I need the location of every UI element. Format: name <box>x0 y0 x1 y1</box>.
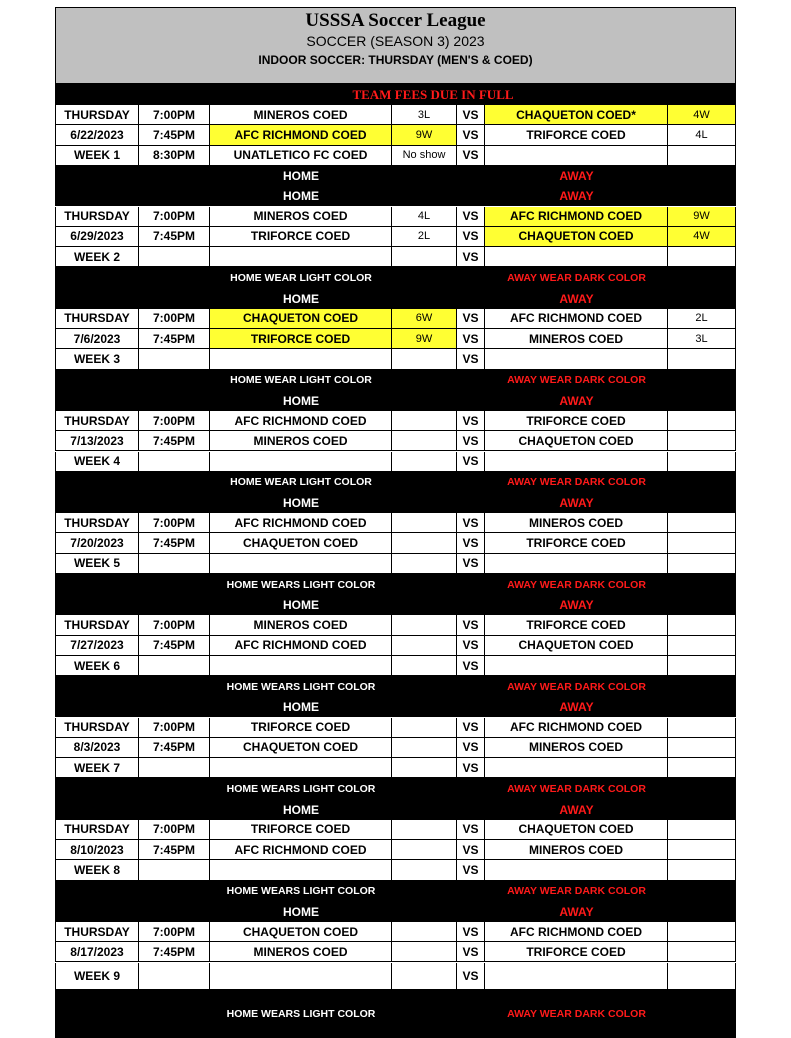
home-score-cell <box>392 615 457 635</box>
home-score-cell: 3L <box>392 105 457 125</box>
home-label: HOME <box>283 169 319 184</box>
home-team-cell <box>210 758 392 778</box>
uniform-color-band <box>55 370 736 391</box>
day-date-week-cell: 7/27/2023 <box>55 636 139 656</box>
home-team-cell: MINEROS COED <box>210 105 392 125</box>
home-score-cell <box>392 738 457 758</box>
vs-cell: VS <box>457 227 485 247</box>
home-score-cell <box>392 349 457 369</box>
home-team-cell: AFC RICHMOND COED <box>210 636 392 656</box>
home-score-cell <box>392 840 457 860</box>
away-label: AWAY <box>559 189 594 204</box>
table-row <box>55 615 736 635</box>
day-date-week-cell: WEEK 9 <box>55 963 139 990</box>
home-label: HOME <box>283 495 319 510</box>
game-time-cell <box>139 452 210 472</box>
uniform-color-band <box>55 676 736 697</box>
home-team-cell: AFC RICHMOND COED <box>210 513 392 533</box>
home-away-band <box>55 493 736 513</box>
away-score-cell <box>668 146 736 166</box>
table-row <box>55 840 736 860</box>
away-team-cell: CHAQUETON COED <box>485 431 668 451</box>
away-team-cell: TRIFORCE COED <box>485 125 668 145</box>
away-team-cell: MINEROS COED <box>485 738 668 758</box>
home-wear-note: HOME WEARS LIGHT COLOR <box>226 885 376 898</box>
away-team-cell <box>485 860 668 880</box>
away-score-cell <box>668 615 736 635</box>
day-date-week-cell: WEEK 2 <box>55 247 139 267</box>
home-score-cell <box>392 554 457 574</box>
division-title: INDOOR SOCCER: THURSDAY (MEN'S & COED) <box>258 53 533 67</box>
home-away-band <box>55 288 736 308</box>
game-time-cell <box>139 963 210 990</box>
home-score-cell <box>392 942 457 962</box>
home-team-cell: TRIFORCE COED <box>210 718 392 738</box>
day-date-week-cell: 8/10/2023 <box>55 840 139 860</box>
day-date-week-cell: 7/6/2023 <box>55 329 139 349</box>
day-date-week-cell: WEEK 8 <box>55 860 139 880</box>
vs-cell: VS <box>457 207 485 227</box>
home-team-cell: AFC RICHMOND COED <box>210 840 392 860</box>
home-score-cell <box>392 247 457 267</box>
table-row <box>55 513 736 533</box>
away-score-cell <box>668 820 736 840</box>
home-away-band <box>55 166 736 186</box>
home-wear-note: HOME WEARS LIGHT COLOR <box>226 1007 376 1020</box>
away-score-cell: 9W <box>668 207 736 227</box>
away-team-cell: MINEROS COED <box>485 840 668 860</box>
day-date-week-cell: WEEK 3 <box>55 349 139 369</box>
game-time-cell: 7:00PM <box>139 309 210 329</box>
away-score-cell <box>668 431 736 451</box>
table-row <box>55 963 736 990</box>
home-score-cell <box>392 656 457 676</box>
game-time-cell: 7:45PM <box>139 431 210 451</box>
game-time-cell: 7:00PM <box>139 513 210 533</box>
day-date-week-cell: THURSDAY <box>55 718 139 738</box>
game-time-cell <box>139 758 210 778</box>
home-team-cell: AFC RICHMOND COED <box>210 125 392 145</box>
uniform-color-band <box>55 778 736 799</box>
day-date-week-cell: THURSDAY <box>55 105 139 125</box>
game-time-cell: 7:45PM <box>139 942 210 962</box>
away-wear-note: AWAY WEAR DARK COLOR <box>507 578 646 591</box>
home-team-cell <box>210 656 392 676</box>
away-score-cell: 4L <box>668 125 736 145</box>
home-score-cell: 2L <box>392 227 457 247</box>
away-score-cell <box>668 860 736 880</box>
away-score-cell <box>668 718 736 738</box>
table-row <box>55 105 736 125</box>
vs-cell: VS <box>457 758 485 778</box>
game-time-cell: 7:00PM <box>139 718 210 738</box>
home-away-band <box>55 697 736 717</box>
game-time-cell <box>139 554 210 574</box>
home-score-cell: 9W <box>392 329 457 349</box>
away-score-cell <box>668 533 736 553</box>
vs-cell: VS <box>457 146 485 166</box>
away-label: AWAY <box>559 598 594 613</box>
away-label: AWAY <box>559 169 594 184</box>
day-date-week-cell: THURSDAY <box>55 922 139 942</box>
home-score-cell <box>392 513 457 533</box>
away-wear-note: AWAY WEAR DARK COLOR <box>507 885 646 898</box>
vs-cell: VS <box>457 411 485 431</box>
table-row <box>55 309 736 329</box>
away-team-cell <box>485 146 668 166</box>
day-date-week-cell: WEEK 1 <box>55 146 139 166</box>
schedule-sheet <box>55 7 736 1038</box>
game-time-cell: 7:45PM <box>139 533 210 553</box>
home-score-cell <box>392 820 457 840</box>
away-team-cell <box>485 554 668 574</box>
day-date-week-cell: 6/22/2023 <box>55 125 139 145</box>
away-team-cell: TRIFORCE COED <box>485 533 668 553</box>
home-score-cell <box>392 758 457 778</box>
game-time-cell <box>139 349 210 369</box>
schedule-table <box>55 84 736 1038</box>
away-team-cell: AFC RICHMOND COED <box>485 207 668 227</box>
away-team-cell: AFC RICHMOND COED <box>485 922 668 942</box>
away-team-cell: CHAQUETON COED* <box>485 105 668 125</box>
home-label: HOME <box>283 393 319 408</box>
away-score-cell <box>668 656 736 676</box>
table-row <box>55 247 736 267</box>
table-row <box>55 452 736 472</box>
home-team-cell: UNATLETICO FC COED <box>210 146 392 166</box>
table-row <box>55 125 736 145</box>
day-date-week-cell: 6/29/2023 <box>55 227 139 247</box>
away-score-cell <box>668 452 736 472</box>
home-score-cell <box>392 860 457 880</box>
away-wear-note: AWAY WEAR DARK COLOR <box>507 271 646 284</box>
vs-cell: VS <box>457 431 485 451</box>
home-team-cell: TRIFORCE COED <box>210 329 392 349</box>
table-row <box>55 207 736 227</box>
table-row <box>55 349 736 369</box>
away-team-cell <box>485 758 668 778</box>
home-score-cell <box>392 533 457 553</box>
vs-cell: VS <box>457 329 485 349</box>
game-time-cell: 7:00PM <box>139 820 210 840</box>
table-row <box>55 146 736 166</box>
game-time-cell: 7:45PM <box>139 125 210 145</box>
uniform-color-band <box>55 990 736 1038</box>
away-score-cell <box>668 963 736 990</box>
away-team-cell <box>485 452 668 472</box>
vs-cell: VS <box>457 840 485 860</box>
table-row <box>55 411 736 431</box>
away-team-cell: AFC RICHMOND COED <box>485 309 668 329</box>
home-away-band <box>55 799 736 819</box>
day-date-week-cell: WEEK 4 <box>55 452 139 472</box>
away-score-cell <box>668 349 736 369</box>
vs-cell: VS <box>457 349 485 369</box>
home-label: HOME <box>283 802 319 817</box>
away-wear-note: AWAY WEAR DARK COLOR <box>507 374 646 387</box>
away-team-cell <box>485 349 668 369</box>
day-date-week-cell: WEEK 6 <box>55 656 139 676</box>
table-row <box>55 431 736 451</box>
home-label: HOME <box>283 598 319 613</box>
home-team-cell <box>210 554 392 574</box>
game-time-cell <box>139 656 210 676</box>
away-score-cell <box>668 758 736 778</box>
day-date-week-cell: THURSDAY <box>55 309 139 329</box>
away-team-cell <box>485 656 668 676</box>
home-away-band <box>55 391 736 411</box>
vs-cell: VS <box>457 533 485 553</box>
away-team-cell: CHAQUETON COED <box>485 820 668 840</box>
home-away-band <box>55 595 736 615</box>
home-team-cell <box>210 349 392 369</box>
home-team-cell: MINEROS COED <box>210 207 392 227</box>
away-score-cell <box>668 411 736 431</box>
away-wear-note: AWAY WEAR DARK COLOR <box>507 1007 646 1020</box>
day-date-week-cell: WEEK 5 <box>55 554 139 574</box>
uniform-color-band <box>55 574 736 595</box>
home-team-cell: CHAQUETON COED <box>210 309 392 329</box>
home-team-cell: CHAQUETON COED <box>210 533 392 553</box>
game-time-cell <box>139 247 210 267</box>
away-label: AWAY <box>559 700 594 715</box>
vs-cell: VS <box>457 247 485 267</box>
home-score-cell: No show <box>392 146 457 166</box>
away-label: AWAY <box>559 904 594 919</box>
home-score-cell: 9W <box>392 125 457 145</box>
away-score-cell: 3L <box>668 329 736 349</box>
away-score-cell <box>668 513 736 533</box>
day-date-week-cell: THURSDAY <box>55 820 139 840</box>
table-row <box>55 329 736 349</box>
table-row <box>55 738 736 758</box>
home-team-cell: CHAQUETON COED <box>210 738 392 758</box>
fees-banner <box>55 84 736 105</box>
home-team-cell <box>210 963 392 990</box>
home-label: HOME <box>283 291 319 306</box>
away-team-cell: TRIFORCE COED <box>485 615 668 635</box>
away-score-cell <box>668 922 736 942</box>
away-team-cell: TRIFORCE COED <box>485 411 668 431</box>
game-time-cell: 7:00PM <box>139 615 210 635</box>
table-row <box>55 922 736 942</box>
vs-cell: VS <box>457 636 485 656</box>
away-team-cell: MINEROS COED <box>485 329 668 349</box>
away-wear-note: AWAY WEAR DARK COLOR <box>507 782 646 795</box>
day-date-week-cell: THURSDAY <box>55 411 139 431</box>
home-score-cell <box>392 431 457 451</box>
uniform-color-band <box>55 267 736 288</box>
home-team-cell <box>210 860 392 880</box>
home-wear-note: HOME WEARS LIGHT COLOR <box>226 782 376 795</box>
vs-cell: VS <box>457 718 485 738</box>
away-team-cell: CHAQUETON COED <box>485 636 668 656</box>
table-row <box>55 636 736 656</box>
vs-cell: VS <box>457 820 485 840</box>
vs-cell: VS <box>457 309 485 329</box>
team-fees-notice: TEAM FEES DUE IN FULL <box>352 86 514 102</box>
season-subtitle: SOCCER (SEASON 3) 2023 <box>306 33 485 49</box>
vs-cell: VS <box>457 963 485 990</box>
schedule-header <box>55 7 736 84</box>
home-team-cell: MINEROS COED <box>210 615 392 635</box>
home-label: HOME <box>283 904 319 919</box>
home-label: HOME <box>283 700 319 715</box>
vs-cell: VS <box>457 942 485 962</box>
home-team-cell <box>210 247 392 267</box>
home-wear-note: HOME WEAR LIGHT COLOR <box>230 271 372 284</box>
home-score-cell <box>392 718 457 738</box>
vs-cell: VS <box>457 105 485 125</box>
home-wear-note: HOME WEARS LIGHT COLOR <box>226 578 376 591</box>
home-score-cell <box>392 636 457 656</box>
away-score-cell <box>668 942 736 962</box>
away-team-cell: MINEROS COED <box>485 513 668 533</box>
home-team-cell <box>210 452 392 472</box>
table-row <box>55 554 736 574</box>
day-date-week-cell: 8/17/2023 <box>55 942 139 962</box>
home-away-band <box>55 902 736 922</box>
game-time-cell: 7:00PM <box>139 207 210 227</box>
home-score-cell: 6W <box>392 309 457 329</box>
home-team-cell: CHAQUETON COED <box>210 922 392 942</box>
home-score-cell <box>392 452 457 472</box>
home-team-cell: TRIFORCE COED <box>210 820 392 840</box>
vs-cell: VS <box>457 738 485 758</box>
home-team-cell: MINEROS COED <box>210 942 392 962</box>
away-score-cell <box>668 636 736 656</box>
vs-cell: VS <box>457 860 485 880</box>
table-row <box>55 656 736 676</box>
game-time-cell: 7:45PM <box>139 329 210 349</box>
game-time-cell: 7:00PM <box>139 922 210 942</box>
away-score-cell: 4W <box>668 105 736 125</box>
game-time-cell: 7:00PM <box>139 411 210 431</box>
away-team-cell: TRIFORCE COED <box>485 942 668 962</box>
away-score-cell: 4W <box>668 227 736 247</box>
away-score-cell <box>668 738 736 758</box>
home-score-cell <box>392 922 457 942</box>
home-score-cell <box>392 411 457 431</box>
away-score-cell: 2L <box>668 309 736 329</box>
home-away-band <box>55 186 736 206</box>
home-team-cell: MINEROS COED <box>210 431 392 451</box>
away-label: AWAY <box>559 291 594 306</box>
home-wear-note: HOME WEAR LIGHT COLOR <box>230 374 372 387</box>
league-title: USSSA Soccer League <box>305 10 486 31</box>
vs-cell: VS <box>457 554 485 574</box>
game-time-cell <box>139 860 210 880</box>
away-label: AWAY <box>559 495 594 510</box>
away-team-cell <box>485 247 668 267</box>
away-score-cell <box>668 840 736 860</box>
vs-cell: VS <box>457 615 485 635</box>
vs-cell: VS <box>457 656 485 676</box>
uniform-color-band <box>55 472 736 493</box>
table-row <box>55 860 736 880</box>
game-time-cell: 7:45PM <box>139 738 210 758</box>
home-wear-note: HOME WEARS LIGHT COLOR <box>226 680 376 693</box>
table-row <box>55 820 736 840</box>
home-score-cell <box>392 963 457 990</box>
table-row <box>55 758 736 778</box>
home-label: HOME <box>283 189 319 204</box>
game-time-cell: 7:45PM <box>139 840 210 860</box>
home-score-cell: 4L <box>392 207 457 227</box>
home-wear-note: HOME WEAR LIGHT COLOR <box>230 476 372 489</box>
day-date-week-cell: THURSDAY <box>55 207 139 227</box>
game-time-cell: 7:45PM <box>139 636 210 656</box>
table-row <box>55 942 736 962</box>
away-score-cell <box>668 247 736 267</box>
away-score-cell <box>668 554 736 574</box>
day-date-week-cell: 7/13/2023 <box>55 431 139 451</box>
vs-cell: VS <box>457 452 485 472</box>
day-date-week-cell: THURSDAY <box>55 513 139 533</box>
vs-cell: VS <box>457 922 485 942</box>
away-team-cell: AFC RICHMOND COED <box>485 718 668 738</box>
vs-cell: VS <box>457 125 485 145</box>
home-team-cell: TRIFORCE COED <box>210 227 392 247</box>
vs-cell: VS <box>457 513 485 533</box>
uniform-color-band <box>55 881 736 902</box>
table-row <box>55 533 736 553</box>
away-wear-note: AWAY WEAR DARK COLOR <box>507 476 646 489</box>
home-team-cell: AFC RICHMOND COED <box>210 411 392 431</box>
away-label: AWAY <box>559 393 594 408</box>
day-date-week-cell: 8/3/2023 <box>55 738 139 758</box>
away-label: AWAY <box>559 802 594 817</box>
game-time-cell: 8:30PM <box>139 146 210 166</box>
day-date-week-cell: WEEK 7 <box>55 758 139 778</box>
game-time-cell: 7:00PM <box>139 105 210 125</box>
away-wear-note: AWAY WEAR DARK COLOR <box>507 680 646 693</box>
day-date-week-cell: THURSDAY <box>55 615 139 635</box>
game-time-cell: 7:45PM <box>139 227 210 247</box>
table-row <box>55 718 736 738</box>
table-row <box>55 227 736 247</box>
away-team-cell <box>485 963 668 990</box>
away-team-cell: CHAQUETON COED <box>485 227 668 247</box>
day-date-week-cell: 7/20/2023 <box>55 533 139 553</box>
